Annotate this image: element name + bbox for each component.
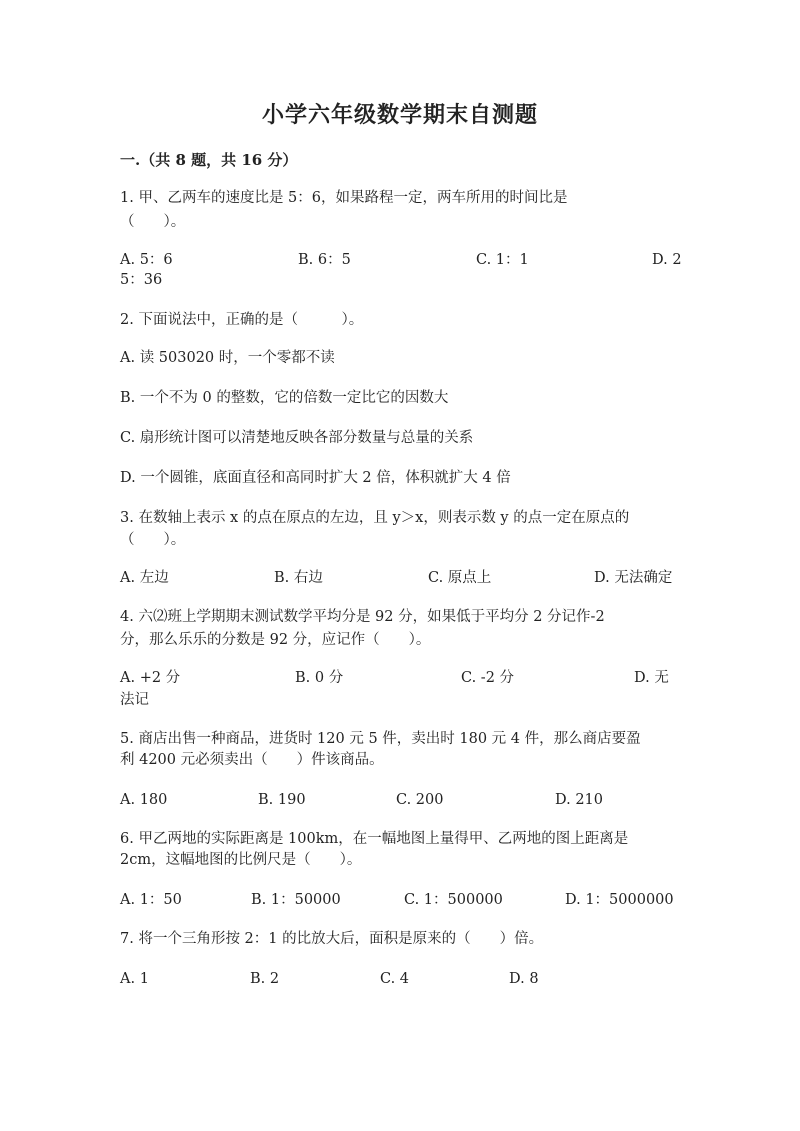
question-5-text-cont: 利 4200 元必须卖出（ ）件该商品。 bbox=[120, 752, 384, 768]
q7-option-b: B. 2 bbox=[250, 971, 280, 987]
q1-option-d: D. 2 bbox=[652, 252, 682, 268]
q7-option-c: C. 4 bbox=[380, 971, 410, 987]
question-6-text-cont: 2cm，这幅地图的比例尺是（ ）。 bbox=[120, 852, 362, 868]
q5-option-c: C. 200 bbox=[396, 792, 444, 808]
q3-option-b: B. 右边 bbox=[274, 570, 323, 586]
q4-option-d: D. 无 bbox=[634, 670, 669, 686]
question-1-text-cont: （ ）。 bbox=[120, 214, 186, 230]
q7-option-d: D. 8 bbox=[509, 971, 539, 987]
page-title: 小学六年级数学期末自测题 bbox=[261, 102, 538, 128]
q5-option-d: D. 210 bbox=[555, 792, 604, 808]
q2-option-b: B. 一个不为 0 的整数，它的倍数一定比它的因数大 bbox=[120, 390, 449, 406]
q3-option-d: D. 无法确定 bbox=[594, 570, 673, 586]
q4-option-b: B. 0 分 bbox=[295, 670, 344, 686]
q4-option-c: C. -2 分 bbox=[461, 670, 515, 686]
question-3-text: 3. 在数轴上表示 x 的点在原点的左边，且 y＞x，则表示数 y 的点一定在原点的 bbox=[120, 510, 630, 526]
q2-option-c: C. 扇形统计图可以清楚地反映各部分数量与总量的关系 bbox=[120, 430, 474, 446]
question-7-text: 7. 将一个三角形按 2：1 的比放大后，面积是原来的（ ）倍。 bbox=[120, 931, 544, 947]
section-heading: 一.（共 8 题，共 16 分） bbox=[120, 151, 298, 169]
q1-option-a: A. 5：6 bbox=[120, 252, 173, 268]
q2-option-a: A. 读 503020 时，一个零都不读 bbox=[120, 350, 335, 366]
q5-option-b: B. 190 bbox=[258, 792, 306, 808]
q1-option-b: B. 6：5 bbox=[298, 252, 351, 268]
q7-option-a: A. 1 bbox=[120, 971, 149, 987]
question-5-text: 5. 商店出售一种商品，进货时 120 元 5 件，卖出时 180 元 4 件，那么商店要盈 bbox=[120, 731, 641, 747]
q6-option-c: C. 1：500000 bbox=[404, 892, 503, 908]
q6-option-a: A. 1：50 bbox=[120, 892, 182, 908]
q6-option-d: D. 1：5000000 bbox=[565, 892, 674, 908]
question-4-text: 4. 六⑵班上学期期末测试数学平均分是 92 分，如果低于平均分 2 分记作-2 bbox=[120, 609, 605, 625]
question-4-text-cont: 分，那么乐乐的分数是 92 分，应记作（ ）。 bbox=[120, 632, 431, 648]
q4-option-d-cont: 法记 bbox=[120, 692, 149, 708]
question-6-text: 6. 甲乙两地的实际距离是 100km，在一幅地图上量得甲、乙两地的图上距离是 bbox=[120, 831, 629, 847]
question-1-text: 1. 甲、乙两车的速度比是 5：6，如果路程一定，两车所用的时间比是 bbox=[120, 190, 568, 206]
q1-option-d-cont: 5：36 bbox=[120, 272, 163, 288]
q4-option-a: A. +2 分 bbox=[120, 670, 181, 686]
q6-option-b: B. 1：50000 bbox=[251, 892, 341, 908]
q3-option-c: C. 原点上 bbox=[428, 570, 492, 586]
q2-option-d: D. 一个圆锥，底面直径和高同时扩大 2 倍，体积就扩大 4 倍 bbox=[120, 470, 511, 486]
question-3-text-cont: （ ）。 bbox=[120, 532, 186, 548]
q1-option-c: C. 1：1 bbox=[476, 252, 529, 268]
question-2-text: 2. 下面说法中，正确的是（ ）。 bbox=[120, 312, 364, 328]
q3-option-a: A. 左边 bbox=[120, 570, 169, 586]
q5-option-a: A. 180 bbox=[120, 792, 168, 808]
